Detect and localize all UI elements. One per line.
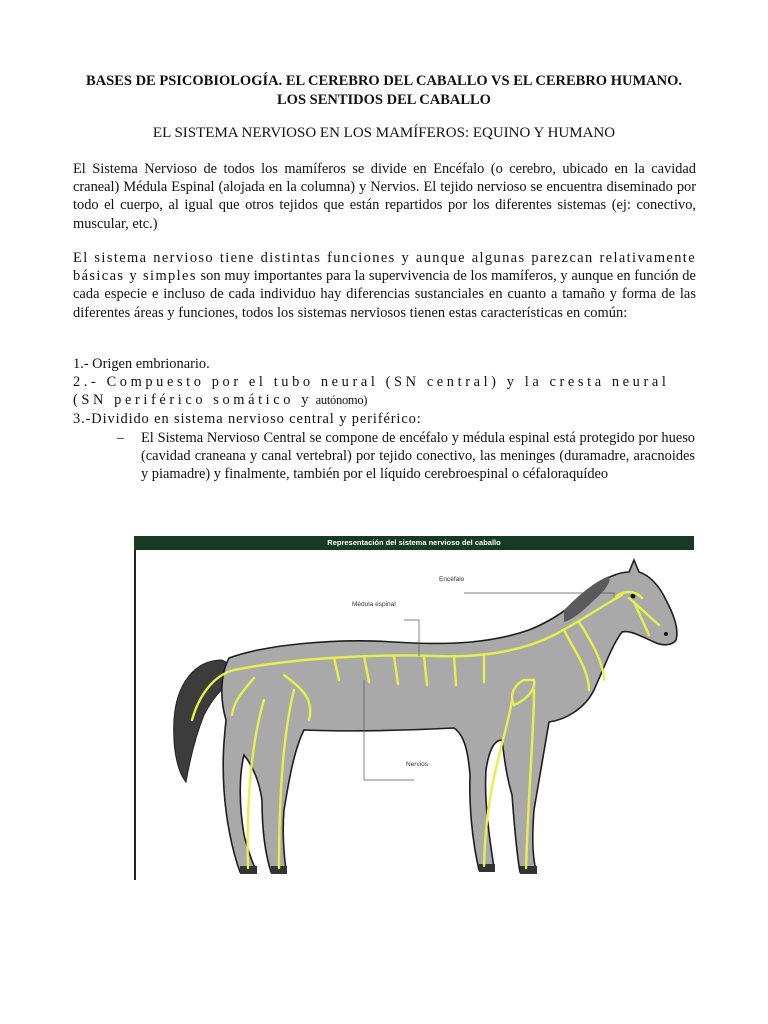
label-nervios: Nervios <box>406 761 429 768</box>
label-encefalo: Encéfalo <box>439 576 465 583</box>
list-item-2-text: 2.- Compuesto por el tubo neural (SN central) y la cresta neural (SN periférico somático y <box>73 374 670 409</box>
sub-list-item <box>117 429 695 484</box>
horse-illustration <box>134 550 694 880</box>
paragraph-2-part-1: El sistema nervioso tiene distintas funciones y aunque algunas parezcan relativamente básicas y simples <box>73 250 696 285</box>
figure-header: Representación del sistema nervioso del caballo <box>134 536 694 550</box>
horse-nostril <box>664 632 668 636</box>
hoof-front-left <box>479 864 495 872</box>
paragraph-2-part-2: son muy importantes para la supervivencia de los mamíferos, y aunque en función de cada especie e incluso de cada individuo hay diferencias sustanciales en cuanto a tamaño y forma de las diferentes áreas y funciones, todos los sistemas nerviosos tienen estas características en común: <box>73 268 696 321</box>
paragraph-1: El Sistema Nervioso de todos los mamíferos se divide en Encéfalo (o cerebro, ubicado en la cavidad craneal) Médula Espinal (alojada en la columna) y Nervios. El tejido nervioso se encuentra diseminado por todo el cuerpo, al igual que otros tejidos que están repartidos por los diferentes sistemas (ej: conectivo, muscular, etc.) <box>73 161 696 232</box>
horse-body <box>222 560 677 872</box>
title-line-2: LOS SENTIDOS DEL CABALLO <box>277 92 491 108</box>
list-item-2-end: autónomo) <box>315 393 368 408</box>
list-item-3: 3.-Dividido en sistema nervioso central y periférico: <box>73 410 422 427</box>
paragraph-2 <box>73 249 696 322</box>
document-title <box>80 72 688 110</box>
list-item-2 <box>73 373 696 409</box>
dash-bullet: – <box>117 430 125 446</box>
horse-nervous-system-figure <box>134 536 694 880</box>
feature-list <box>73 355 696 428</box>
hoof-front-right <box>520 866 537 874</box>
list-item-1: 1.- Origen embrionario. <box>73 356 210 372</box>
title-line-1: BASES DE PSICOBIOLOGÍA. EL CEREBRO DEL CABALLO VS EL CEREBRO HUMANO. <box>86 73 682 89</box>
section-heading: EL SISTEMA NERVIOSO EN LOS MAMÍFEROS: EQUINO Y HUMANO <box>152 125 616 141</box>
label-medula-espinal: Médula espinal <box>352 601 396 608</box>
sub-list-item-text: El Sistema Nervioso Central se compone de encéfalo y médula espinal está protegido por hueso (cavidad craneana y canal vertebral) por tejido conectivo, las meninges (duramadre, aracnoides y piamadre) y finalmente, también por el líquido cerebroespinal o céfaloraquídeo <box>141 430 695 483</box>
